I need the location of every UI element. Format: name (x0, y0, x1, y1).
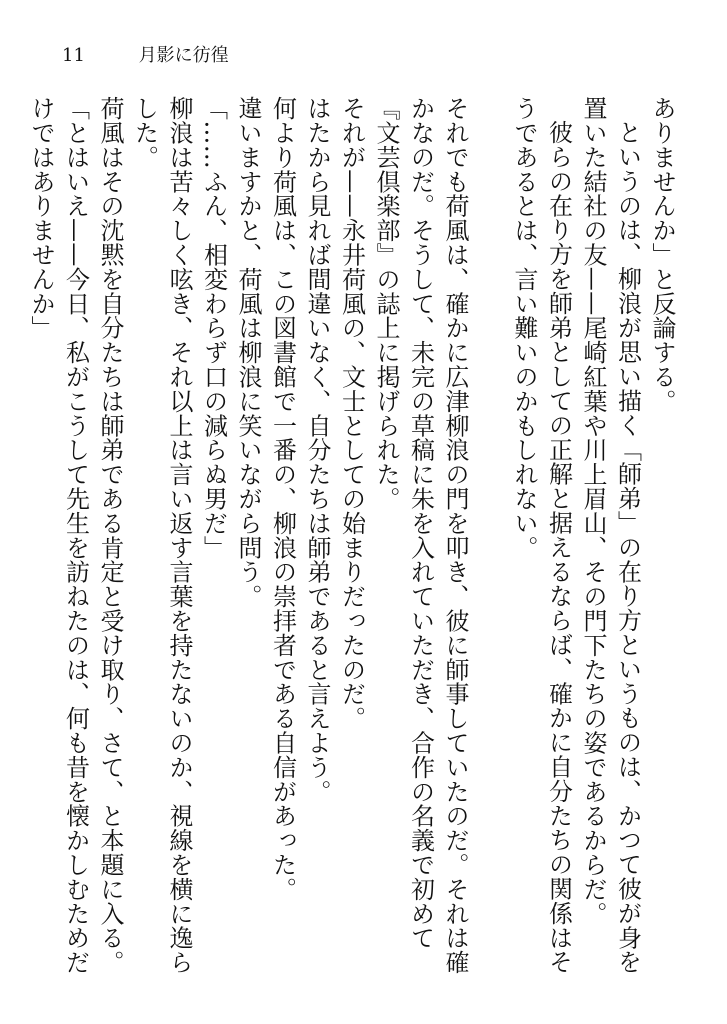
paragraph: 彼らの在り方を師弟としての正解と据えるならば、確かに自分たちの関係はそうであるとは、言い難いのかもしれない。 (510, 96, 573, 974)
paragraph: ありませんか」と反論する。 (648, 96, 676, 414)
page-number: 11 (62, 45, 85, 66)
paragraph: 荷風はその沈黙を自分たちは師弟である肯定と受け取り、さて、と本題に入る。 (96, 96, 124, 975)
body-text (27, 96, 679, 996)
paragraph: というのは、柳浪が思い描く「師弟」の在り方というものは、かつて彼が身を置いた結社の友——尾崎紅葉や川上眉山、その門下たちの姿であるからだ。 (579, 96, 642, 974)
paragraph: はたから見れば間違いなく、自分たちは師弟であると言えよう。 (303, 96, 331, 804)
paragraph: 「とはいえ——今日、私がこうして先生を訪ねたのは、何も昔を懐かしむためだけではありませんか」 (27, 96, 90, 975)
paragraph: 「……ふん、相変わらず口の減らぬ男だ」 (199, 96, 228, 560)
paragraph: 何より荷風は、この図書館で一番の、柳浪の崇拝者である自信があった。 (268, 96, 297, 902)
page-header (62, 44, 229, 68)
paragraph: 違いますかと、荷風は柳浪に笑いながら問う。 (234, 96, 262, 609)
chapter-title: 月影に彷徨 (138, 45, 229, 66)
paragraph: 柳浪は苦々しく呟き、それ以上は言い返す言葉を持たないのか、視線を横に逸らした。 (130, 96, 193, 975)
paragraph: それでも荷風は、確かに広津柳浪の門を叩き、彼に師事していたのだ。それは確かなのだ。そうして、未完の草稿に朱を入れていただき、合作の名義で初めて『文芸倶楽部』の誌上に掲げられた。 (372, 96, 469, 975)
paragraph: それが——永井荷風の、文士としての始まりだったのだ。 (337, 96, 366, 731)
blank-line (472, 96, 507, 996)
